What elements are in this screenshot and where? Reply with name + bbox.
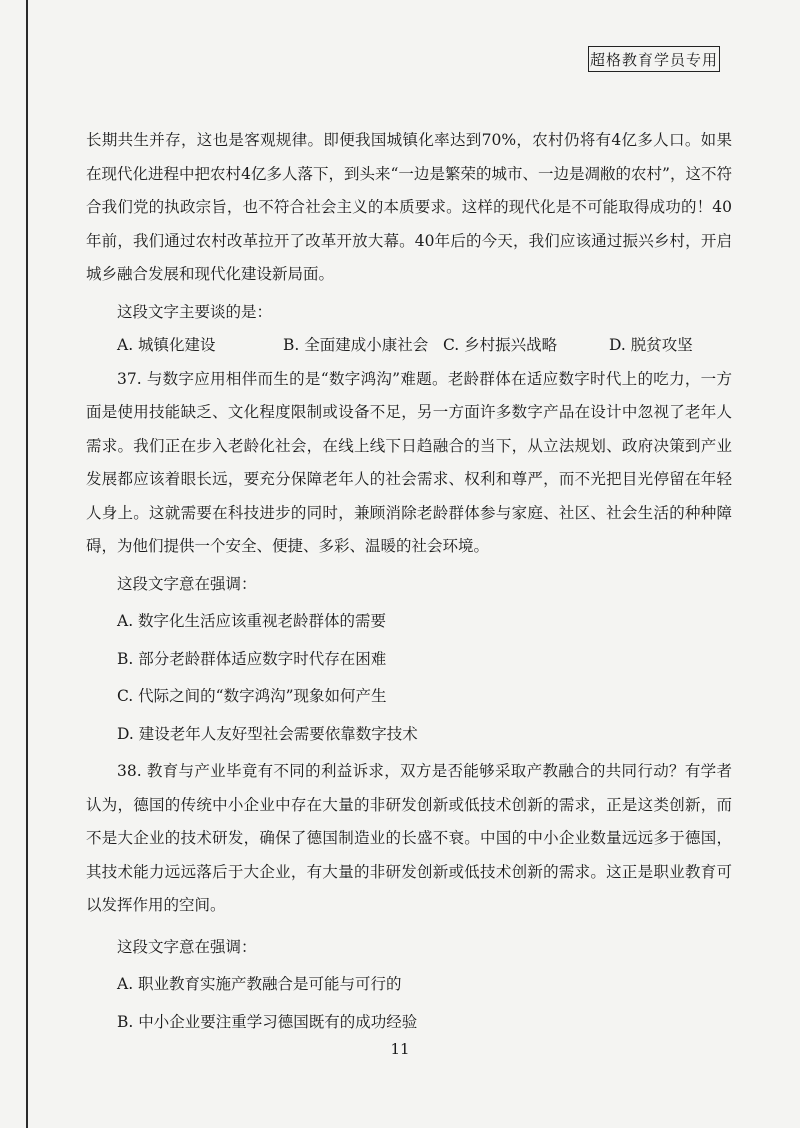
q38-option-b: B. 中小企业要注重学习德国既有的成功经验 <box>117 1012 418 1031</box>
prev-option-c: C. 乡村振兴战略 <box>443 336 558 354</box>
q37-option-d: D. 建设老年人友好型社会需要依靠数字技术 <box>117 724 418 743</box>
prev-question-stem: 这段文字主要谈的是： <box>117 302 273 321</box>
prev-option-d: D. 脱贫攻坚 <box>609 336 693 354</box>
q37-question-stem: 这段文字意在强调： <box>117 574 257 593</box>
q37-passage: 37. 与数字应用相伴而生的是“数字鸿沟”难题。老龄群体在适应数字时代上的吃力，一方面是使用技能缺乏、文化程度限制或设备不足，另一方面许多数字产品在设计中忽视了老年人需求。我们正在步入老龄化社会，在线上线下日趋融合的当下，从立法规划、政府决策到产业发展都应该着眼长远，要充分保障老年人的社会需求、权利和尊严，而不光把目光停留在年轻人身上。这就需要在科技进步的同时，兼顾消除老龄群体参与家庭、社区、社会生活的种种障碍，为他们提供一个安全、便捷、多彩、温暖的社会环境。 <box>86 369 732 555</box>
prev-option-b: B. 全面建成小康社会 <box>283 336 429 354</box>
page-body <box>86 124 732 1039</box>
page-number: 11 <box>390 1040 410 1058</box>
q37-option-b: B. 部分老龄群体适应数字时代存在困难 <box>117 649 387 668</box>
q37-option-a: A. 数字化生活应该重视老龄群体的需要 <box>117 612 387 630</box>
prev-passage-text: 长期共生并存，这也是客观规律。即便我国城镇化率达到70%，农村仍将有4亿多人口。如果在现代化进程中把农村4亿多人落下，到头来“一边是繁荣的城市、一边是凋敝的农村”，这不符合我们党的执政宗旨，也不符合社会主义的本质要求。这样的现代化是不可能取得成功的！40年前，我们通过农村改革拉开了改革开放大幕。40年后的今天，我们应该通过振兴乡村，开启城乡融合发展和现代化建设新局面。 <box>86 131 732 283</box>
q38-passage: 38. 教育与产业毕竟有不同的利益诉求，双方是否能够采取产教融合的共同行动？有学者认为，德国的传统中小企业中存在大量的非研发创新或低技术创新的需求，正是这类创新，而不是大企业的技术研发，确保了德国制造业的长盛不衰。中国的中小企业数量远远多于德国，其技术能力远远落后于大企业，有大量的非研发创新或低技术创新的需求。这正是职业教育可以发挥作用的空间。 <box>86 762 732 914</box>
header-watermark-label: 超格教育学员专用 <box>588 46 720 72</box>
q37-option-c: C. 代际之间的“数字鸿沟”现象如何产生 <box>117 687 387 705</box>
prev-option-a: A. 城镇化建设 <box>117 336 216 354</box>
q38-question-stem: 这段文字意在强调： <box>117 937 257 956</box>
prev-options-row <box>86 329 732 363</box>
q38-option-a: A. 职业教育实施产教融合是可能与可行的 <box>117 975 402 993</box>
binding-line <box>26 0 28 1128</box>
